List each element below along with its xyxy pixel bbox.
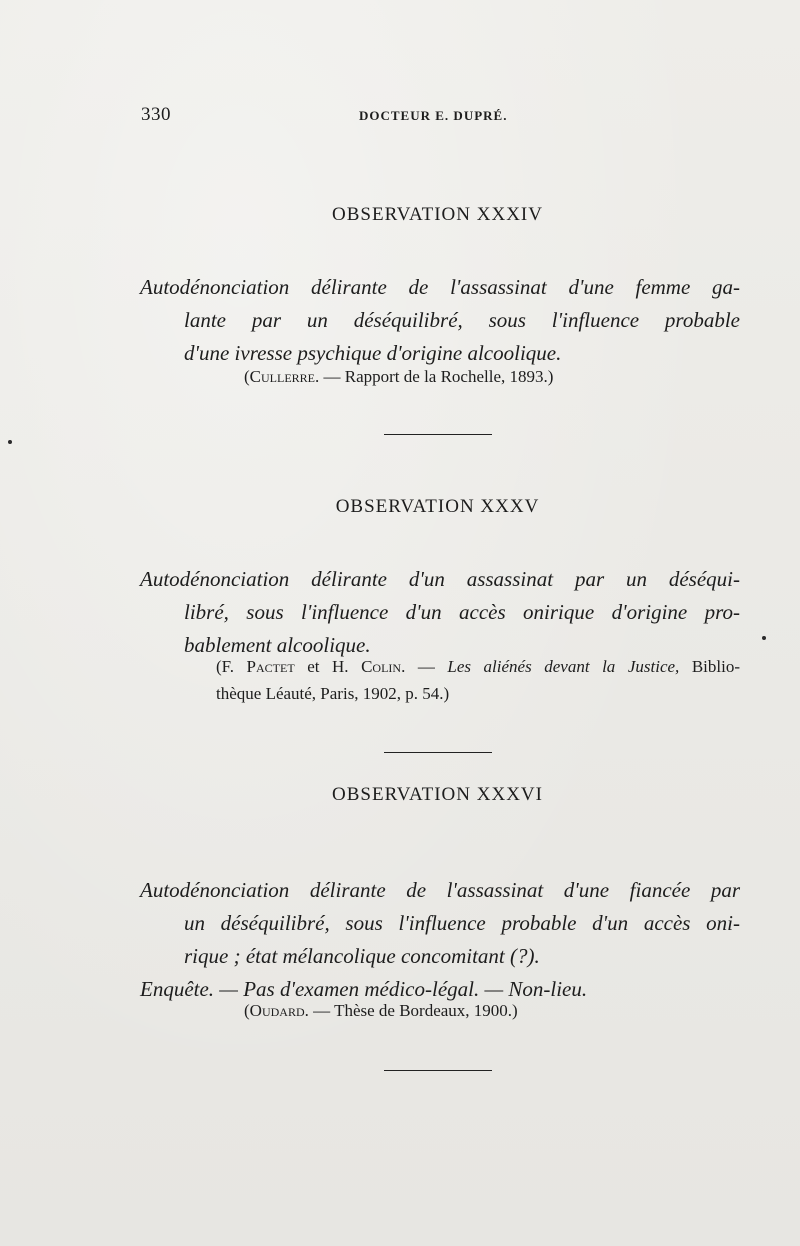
observation-title-line: rique ; état mélancolique concomitant (?).	[184, 944, 540, 968]
observation-title-line: Autodénonciation délirante de l'assassinat d'une femme ga-	[140, 275, 740, 299]
source-text: . — Thèse de Bordeaux, 1900.)	[304, 1001, 518, 1020]
section-divider	[384, 752, 492, 753]
running-header	[141, 104, 741, 128]
observation-title	[140, 563, 740, 662]
source-book-title: Les aliénés devant la Justice,	[447, 657, 680, 676]
observation-title-line: Autodénonciation délirante d'un assassinat par un déséqui-	[140, 567, 740, 591]
page-number: 330	[141, 104, 171, 125]
observation-source: (F. Pactet et H. Colin. — Les aliénés devant la Justice, Biblio- thèque Léauté, Paris, 1902, p. 54.)	[216, 653, 740, 707]
observation-title-line: un déséquilibré, sous l'influence probable d'un accès oni-	[184, 911, 740, 935]
source-author: F. Pactet	[221, 657, 295, 676]
observation-title-line: libré, sous l'influence d'un accès onirique d'origine pro-	[184, 600, 740, 624]
section-divider	[384, 1070, 492, 1071]
observation-source: (Oudard. — Thèse de Bordeaux, 1900.)	[244, 1001, 518, 1020]
scan-mark	[762, 636, 766, 640]
observation-heading	[0, 204, 800, 226]
source-separator: . —	[401, 657, 448, 676]
section-divider	[384, 434, 492, 435]
observation-heading-text: OBSERVATION XXXV	[335, 496, 540, 517]
source-conjunction: et	[294, 657, 333, 676]
running-title: DOCTEUR E. DUPRÉ.	[359, 108, 508, 123]
source-author: Oudard	[249, 1001, 305, 1020]
source-author: H. Colin	[332, 657, 402, 676]
observation-title	[140, 271, 740, 370]
observation-source: (Cullerre. — Rapport de la Rochelle, 1893.)	[244, 367, 554, 386]
observation-heading-text: OBSERVATION XXXVI	[332, 784, 543, 805]
observation-title-line: lante par un déséquilibré, sous l'influence probable	[184, 308, 740, 332]
source-text: Biblio-	[679, 657, 740, 676]
observation-heading	[0, 496, 800, 518]
scan-mark	[8, 440, 12, 444]
observation-title-line: Autodénonciation délirante de l'assassinat d'une fiancée par	[140, 878, 740, 902]
source-text: thèque Léauté, Paris, 1902, p. 54.)	[216, 684, 450, 703]
observation-title-line: Enquête. — Pas d'examen médico-légal. — Non-lieu.	[140, 977, 588, 1001]
observation-title	[140, 874, 740, 1006]
source-author: Cullerre	[249, 367, 316, 386]
observation-title-line: d'une ivresse psychique d'origine alcoolique.	[184, 341, 562, 365]
source-text: . — Rapport de la Rochelle, 1893.)	[315, 367, 554, 386]
observation-heading	[0, 784, 800, 806]
observation-title-line: bablement alcoolique.	[184, 633, 371, 657]
observation-heading-text: OBSERVATION XXXIV	[332, 204, 543, 225]
